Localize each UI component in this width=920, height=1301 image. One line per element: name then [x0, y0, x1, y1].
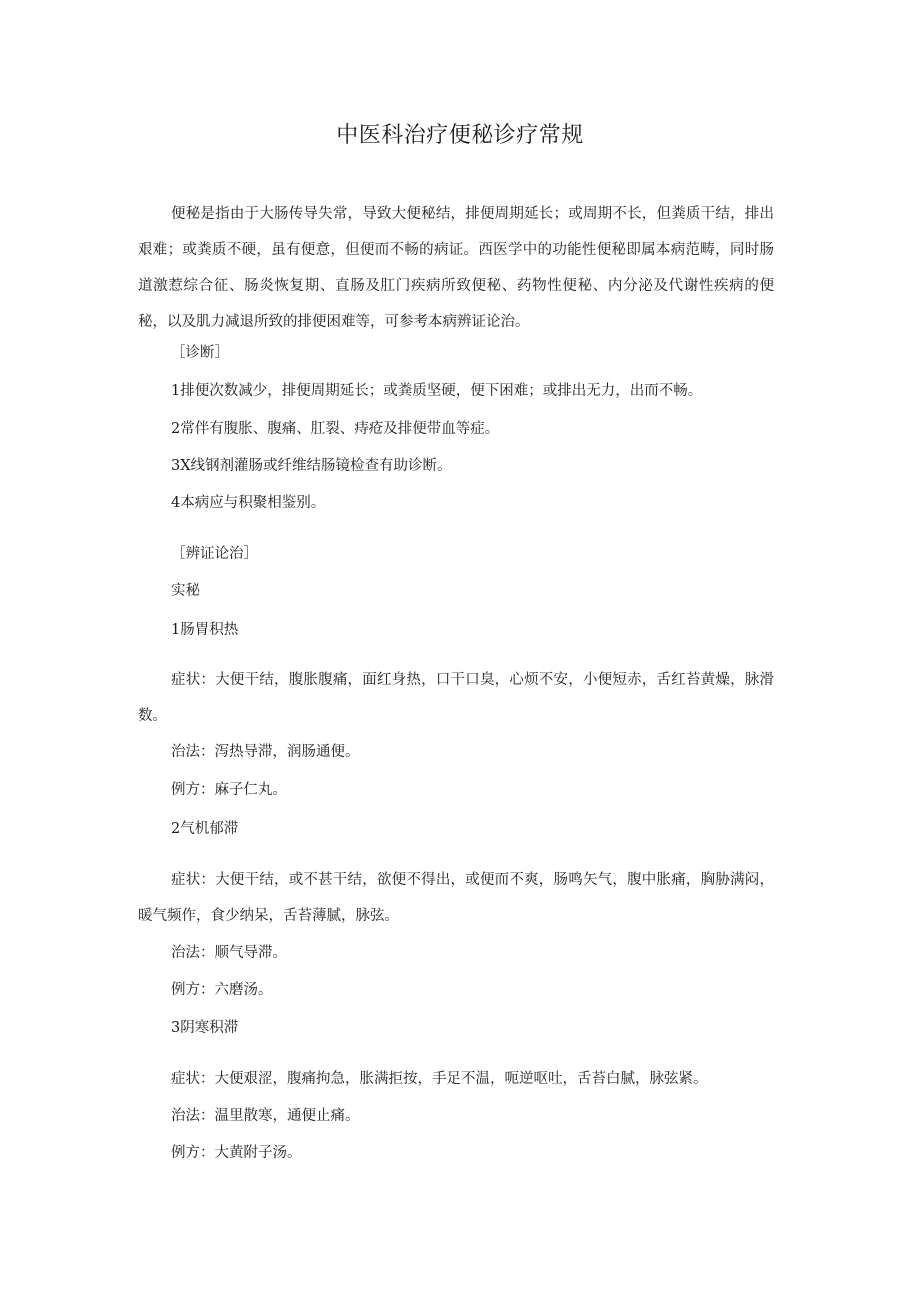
type-name: 2气机郁滞: [171, 821, 239, 837]
diagnosis-item-3: 3X线钢剂灌肠或纤维结肠镜检查有助诊断。: [171, 458, 452, 474]
type-symptoms: 症状：大便干结，腹胀腹痛，面红身热，口干口臭，心烦不安，小便短赤，舌红苔黄燥，脉滑数。: [138, 672, 774, 724]
type-name: 3阴寒积滞: [171, 1020, 239, 1036]
type-method: 治法：顺气导滞。: [171, 945, 287, 961]
type-formula: 例方：六磨汤。: [171, 982, 273, 998]
treatment-category: 实秘: [171, 583, 200, 599]
type-formula: 例方：大黄附子汤。: [171, 1145, 302, 1161]
type-name: 1肠胃积热: [171, 622, 239, 638]
type-formula: 例方：麻子仁丸。: [171, 782, 287, 798]
diagnosis-heading: ［诊断］: [171, 345, 229, 361]
type-symptoms: 症状：大便艰涩，腹痛拘急，胀满拒按，手足不温，呃逆呕吐，舌苔白腻，脉弦紧。: [171, 1071, 708, 1087]
diagnosis-item-4: 4本病应与积聚相鉴别。: [171, 495, 326, 511]
diagnosis-item-2: 2常伴有腹胀、腹痛、肛裂、痔疮及排便带血等症。: [171, 421, 500, 437]
diagnosis-item-1: 1排便次数减少，排便周期延长；或粪质坚硬，便下困难；或排出无力，出而不畅。: [171, 383, 703, 399]
type-method: 治法：温里散寒，通便止痛。: [171, 1108, 360, 1124]
intro-paragraph: 便秘是指由于大肠传导失常，导致大便秘结，排便周期延长；或周期不长，但粪质干结，排出艰难；或粪质不硬，虽有便意，但便而不畅的病证。西医学中的功能性便秘即属本病范畴，同时肠道激惹综合征、肠炎恢复期、直肠及肛门疾病所致便秘、药物性便秘、内分泌及代谢性疾病的便秘，以及肌力减退所致的排便困难等，可参考本病辨证论治。: [138, 206, 774, 330]
type-symptoms: 症状：大便干结，或不甚干结，欲便不得出，或便而不爽，肠鸣矢气，腹中胀痛，胸胁满闷，暖气频作，食少纳呆，舌苔薄腻，脉弦。: [138, 872, 774, 924]
treatment-heading: ［辨证论治］: [171, 546, 258, 562]
page-title: 中医科治疗便秘诊疗常规: [336, 123, 584, 148]
type-method: 治法：泻热导滞，润肠通便。: [171, 744, 360, 760]
